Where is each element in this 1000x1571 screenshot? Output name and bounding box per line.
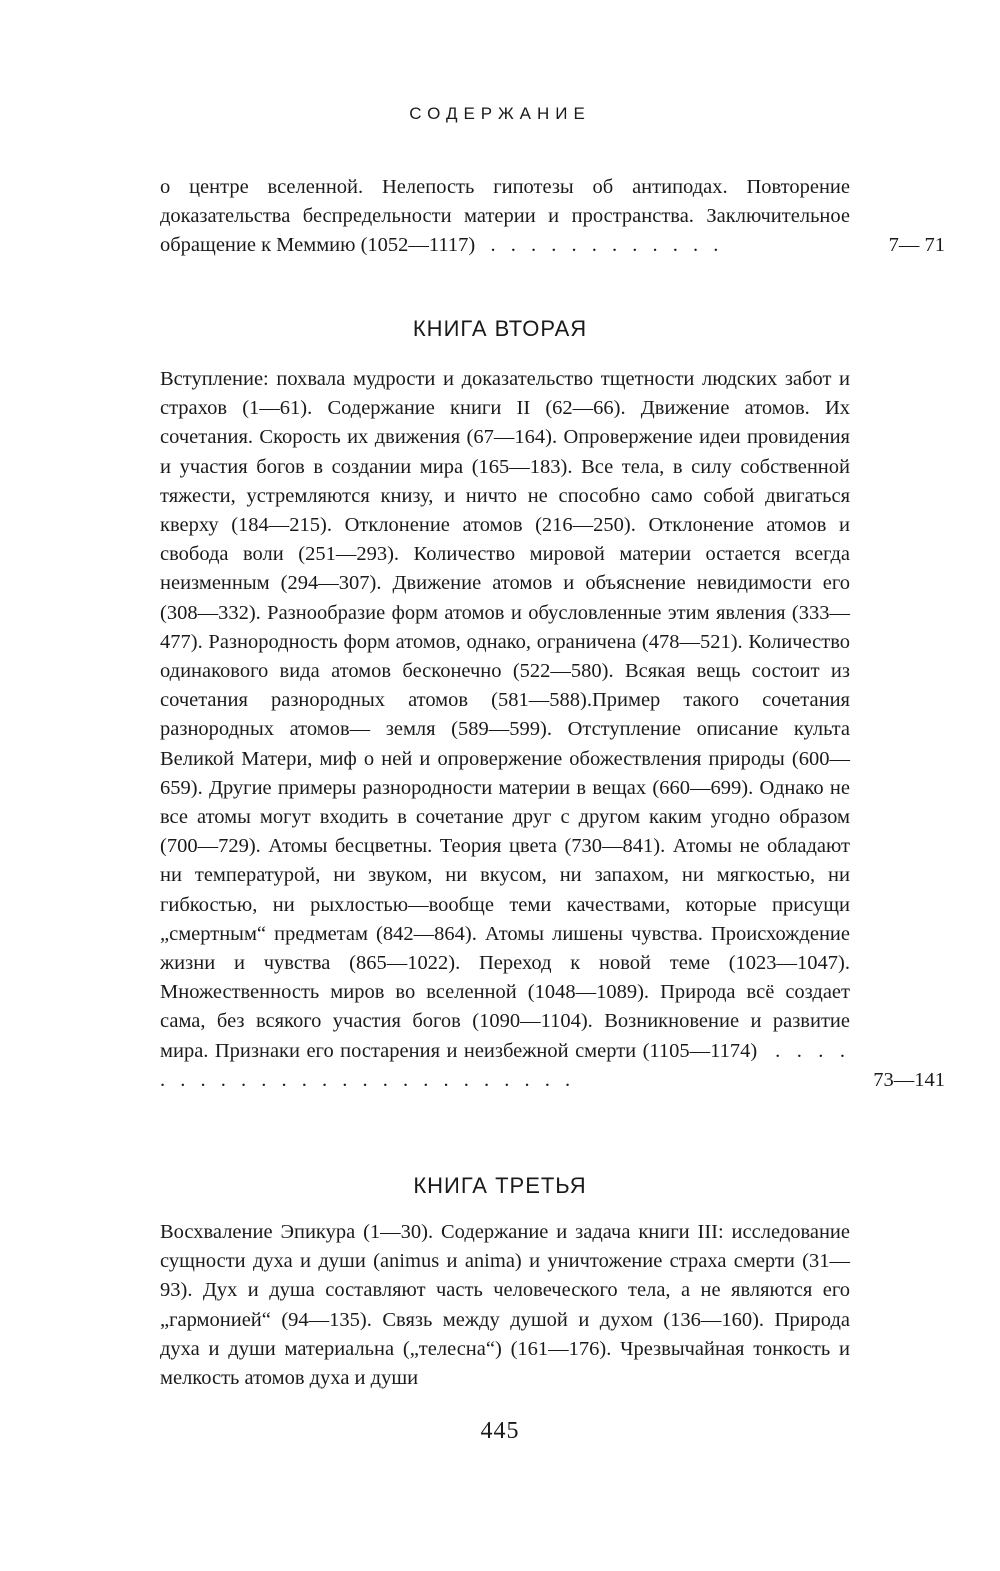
entry-text: о центре вселенной. Нелепость гипотезы об антиподах. Повторение доказательства беспредельности материи и пространства. Заключительное обращение к Меммию (1052—1117) (160, 176, 850, 257)
book2-title: КНИГА ВТОРАЯ (412, 316, 588, 341)
entry-text: Восхваление Эпикура (1—30). Содержание и задача книги III: исследование сущности духа и души (animus и anima) и уничтожение страха смерти (31—93). Дух и душа составляют часть человеческого тела, а не являются его „гармонией“ (94—135). Связь между душой и духом (136—160). Природа духа и души материальна („телесна“) (161—176). Чрезвычайная тонкость и мелкость атомов духа и души (160, 1221, 850, 1390)
leader-dots: . . . . . . . . . . . . . . . . . . . . . . . . . (160, 1039, 850, 1091)
toc-entry-book1-end (160, 173, 945, 261)
page-number: 445 (480, 1418, 520, 1444)
entry-text: Вступление: похвала мудрости и доказательство тщетности людских забот и страхов (1—61). Содержание книги II (62—66). Движение атомов. Их сочетания. Скорость их движения (67—164). Опровержение идеи провидения и участия богов в создании мира (165—183). Все тела, в силу собственной тяжести, устремляются книзу, и ничто не способно само собой двигаться кверху (184—215). Отклонение атомов (216—250). Отклонение атомов и свобода воли (251—293). Количество мировой материи остается всегда неизменным (294—307). Движение атомов и объяснение невидимости его (308—332). Разнообразие форм атомов и обусловленные этим явления (333—477). Разнородность форм атомов, однако, ограничена (478—521). Количество одинакового вида атомов бесконечно (522—580). Всякая вещь состоит из сочетания разнородных атомов (581—588).Пример такого сочетания разнородных атомов— земля (589—599). Отступление описание культа Великой Матери, миф о ней и опровержение обожествления природы (600—659). Другие примеры разнородности материи в вещах (660—699). Однако не все атомы могут входить в сочетание друг с другом каким угодно образом (700—729). Атомы бесцветны. Теория цвета (730—841). Атомы не обладают ни температурой, ни звуком, ни вкусом, ни запахом, ни мягкостью, ни гибкостью, ни рыхлостью—вообще теми качествами, которые присущи „смертным“ предметам (842—864). Атомы лишены чувства. Происхождение жизни и чувства (865—1022). Переход к новой теме (1023—1047). Множественность миров во вселенной (1048—1089). Природа всё создает сама, без всякого участия богов (1090—1104). Возникновение и развитие мира. Признаки его постарения и неизбежной смерти (1105—1174) (160, 368, 850, 1062)
toc-entry-book3 (160, 1218, 850, 1393)
page-header: СОДЕРЖАНИЕ (409, 104, 591, 123)
leader-dots: . . . . . . . . . . . . (480, 234, 724, 257)
book3-title: КНИГА ТРЕТЬЯ (413, 1173, 587, 1198)
entry-pages: 7— 71 (888, 234, 945, 257)
toc-entry (160, 173, 945, 261)
entry-pages: 73—141 (873, 1068, 945, 1091)
toc-entry-book2 (160, 365, 945, 1095)
toc-entry (160, 1218, 850, 1393)
toc-entry (160, 365, 945, 1095)
